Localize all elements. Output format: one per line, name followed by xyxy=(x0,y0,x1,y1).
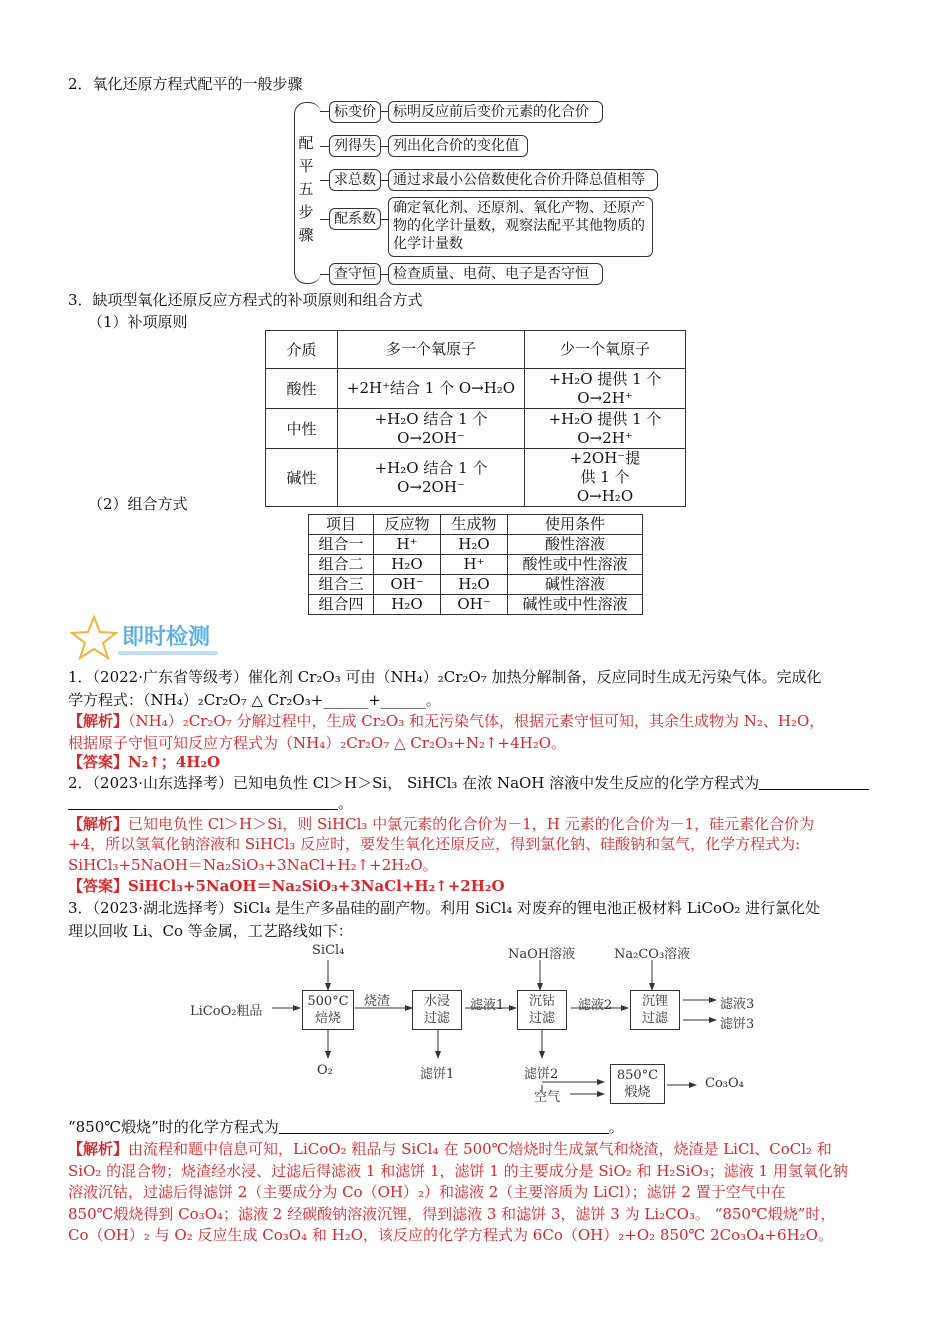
section-3-title: 3．缺项型氧化还原反应方程式的补项原则和组合方式 xyxy=(68,291,423,309)
q3-stem: 3．（2023·湖北选择考）SiCl₄ 是生产多晶硅的副产物。利用 SiCl₄ 对废弃的锂电池正极材料 LiCoO₂ 进行氯化处 xyxy=(68,899,821,917)
step-desc-3: 通过求最小公倍数使化合价升降总值相等 xyxy=(388,169,658,191)
cell: OH⁻ xyxy=(441,595,508,615)
cell: 酸性或中性溶液 xyxy=(508,555,643,575)
q2-stem: 2．（2023·山东选择考）已知电负性 Cl＞H＞Si， SiHCl₃ 在浓 NaOH 溶液中发生反应的化学方程式为 xyxy=(68,773,869,793)
cell: 组合四 xyxy=(309,595,374,615)
cell: 组合三 xyxy=(309,575,374,595)
q1-analysis-2: 根据原子守恒可知反应方程式为（NH₄）₂Cr₂O₇ △ Cr₂O₃+N₂↑+4H₂O。 xyxy=(68,734,567,752)
sub-title-1: （1）补项原则 xyxy=(88,313,188,331)
supplement-table xyxy=(265,330,686,507)
cell: +H₂O 结合 1 个 O→2OH⁻ xyxy=(338,449,525,507)
star-icon xyxy=(70,614,118,660)
flow-slag: 烧渣 xyxy=(364,994,391,1009)
cell: 组合一 xyxy=(309,535,374,555)
flow-naoh: NaOH溶液 xyxy=(508,947,576,962)
cell: 反应物 xyxy=(374,515,441,535)
step-desc-5: 检查质量、电荷、电子是否守恒 xyxy=(388,263,603,285)
step-tag-2: 列得失 xyxy=(329,135,381,157)
q3-question: “850℃煅烧”时的化学方程式为 。 xyxy=(68,1118,624,1136)
q2-analysis-2: +4，所以氢氧化钠溶液和 SiHCl₃ 反应时，要发生氧化还原反应，得到氯化钠、硅酸钠和氢气，化学方程式为: xyxy=(68,835,801,853)
cell: H₂O xyxy=(374,595,441,615)
step-tag-5: 查守恒 xyxy=(329,263,381,285)
cell: 碱性 xyxy=(266,449,338,507)
cell: 碱性溶液 xyxy=(508,575,643,595)
cell: 介质 xyxy=(266,331,338,369)
step-tag-1: 标变价 xyxy=(329,101,381,123)
cell: H⁺ xyxy=(441,555,508,575)
cell: 酸性溶液 xyxy=(508,535,643,555)
cell: +H₂O 提供 1 个 O→2H⁺ xyxy=(525,369,686,409)
cell: H₂O xyxy=(374,555,441,575)
cell: 少一个氧原子 xyxy=(525,331,686,369)
flow-sicl4: SiCl₄ xyxy=(312,943,345,958)
cell: +H₂O 提供 1 个 O→2H⁺ xyxy=(525,409,686,449)
flow-filtrate1: 滤液1 xyxy=(470,998,505,1013)
step-tag-4: 配系数 xyxy=(329,208,381,230)
section-2-title: 2．氧化还原方程式配平的一般步骤 xyxy=(68,75,303,93)
cell: H⁺ xyxy=(374,535,441,555)
q3-analysis-3: 溶液沉钴，过滤后得滤饼 2（主要成分为 Co（OH）₂）和滤液 2（主要溶质为 LiCl）；滤饼 2 置于空气中在 xyxy=(68,1183,786,1201)
flow-cake1: 滤饼1 xyxy=(420,1067,455,1082)
banner-title: 即时检测 xyxy=(122,625,211,650)
steps-side-label: 配 平 五 步 骤 xyxy=(298,134,314,244)
cell: H₂O xyxy=(441,575,508,595)
banner-underline xyxy=(118,651,218,655)
q2-answer: 【答案】SiHCl₃+5NaOH＝Na₂SiO₃+3NaCl+H₂↑+2H₂O xyxy=(68,877,505,895)
q1-stem: 1．（2022·广东省等级考）催化剂 Cr₂O₃ 可由（NH₄）₂Cr₂O₇ 加热分解制备，反应同时生成无污染气体。完成化 xyxy=(68,668,822,686)
q2-analysis-3: SiHCl₃+5NaOH＝Na₂SiO₃+3NaCl+H₂↑+2H₂O。 xyxy=(68,856,438,874)
cell: 中性 xyxy=(266,409,338,449)
flow-box-lithium: 沉锂 过滤 xyxy=(630,990,680,1030)
q2-blank-line: 。 xyxy=(68,793,353,813)
cell: 酸性 xyxy=(266,369,338,409)
q3-analysis-5: Co（OH）₂ 与 O₂ 反应生成 Co₃O₄ 和 H₂O，该反应的化学方程式为 6Co（OH）₂+O₂ 850℃ 2Co₃O₄+6H₂O。 xyxy=(68,1226,833,1244)
flow-filtrate2: 滤液2 xyxy=(578,998,613,1013)
cell: +H₂O 结合 1 个 O→2OH⁻ xyxy=(338,409,525,449)
q3-stem-2: 理以回收 Li、Co 等金属，工艺路线如下： xyxy=(68,922,353,940)
q1-stem-2: 学方程式：（NH₄）₂Cr₂O₇ △ Cr₂O₃+______+______。 xyxy=(68,691,441,709)
sub-title-2: （2）组合方式 xyxy=(88,495,188,513)
flow-box-roast: 500°C 焙烧 xyxy=(302,990,354,1030)
flow-out-filtrate3: 滤液3 xyxy=(720,997,755,1012)
q1-answer: 【答案】N₂↑；4H₂O xyxy=(68,753,221,771)
cell: 多一个氧原子 xyxy=(338,331,525,369)
step-desc-2: 列出化合价的变化值 xyxy=(388,135,528,157)
q3-analysis: 【解析】由流程和题中信息可知，LiCoO₂ 粗品与 SiCl₄ 在 500℃焙烧时生成氯气和烧渣，烧渣是 LiCl、CoCl₂ 和 xyxy=(68,1140,832,1158)
q3-analysis-2: SiO₂ 的混合物；烧渣经水浸、过滤后得滤液 1 和滤饼 1，滤饼 1 的主要成分是 SiO₂ 和 H₂SiO₃；滤液 1 用氢氧化钠 xyxy=(68,1162,848,1180)
flow-out-cake3: 滤饼3 xyxy=(720,1017,755,1032)
q1-analysis: 【解析】（NH₄）₂Cr₂O₇ 分解过程中，生成 Cr₂O₃ 和无污染气体，根据元素守恒可知，其余生成物为 N₂、H₂O， xyxy=(68,712,825,730)
cell: +2OH⁻提供 1 个 O→H₂O xyxy=(525,449,686,507)
cell: 碱性或中性溶液 xyxy=(508,595,643,615)
cell: 组合二 xyxy=(309,555,374,575)
flow-arrows xyxy=(180,940,780,1110)
step-desc-1: 标明反应前后变价元素的化合价 xyxy=(388,101,603,123)
flow-licoo2: LiCoO₂粗品 xyxy=(190,1004,263,1019)
cell: 项目 xyxy=(309,515,374,535)
step-tag-3: 求总数 xyxy=(329,169,381,191)
flow-air: 空气 xyxy=(534,1090,561,1105)
flow-box-leach: 水浸 过滤 xyxy=(412,990,462,1030)
q3-analysis-4: 850℃煅烧得到 Co₃O₄；滤液 2 经碳酸钠溶液沉锂，得到滤液 3 和滤饼 3，滤饼 3 为 Li₂CO₃。 “850℃煅烧”时， xyxy=(68,1205,836,1223)
flow-na2co3: Na₂CO₃溶液 xyxy=(614,947,691,962)
step-desc-4: 确定氧化剂、还原剂、氧化产物、还原产物的化学计量数，观察法配平其他物质的化学计量数 xyxy=(388,197,653,257)
combination-table xyxy=(308,514,643,615)
q2-analysis: 【解析】已知电负性 Cl＞H＞Si，则 SiHCl₃ 中氯元素的化合价为－1，H 元素的化合价为－1，硅元素化合价为 xyxy=(68,815,815,833)
cell: OH⁻ xyxy=(374,575,441,595)
cell: +2H⁺结合 1 个 O→H₂O xyxy=(338,369,525,409)
flow-box-calcine: 850°C 煅烧 xyxy=(610,1064,665,1104)
cell: 使用条件 xyxy=(508,515,643,535)
flow-o2: O₂ xyxy=(317,1063,333,1078)
cell: H₂O xyxy=(441,535,508,555)
flow-cake2: 滤饼2 xyxy=(524,1067,559,1082)
flow-box-cobalt: 沉钴 过滤 xyxy=(517,990,567,1030)
flow-co3o4: Co₃O₄ xyxy=(705,1076,744,1091)
cell: 生成物 xyxy=(441,515,508,535)
